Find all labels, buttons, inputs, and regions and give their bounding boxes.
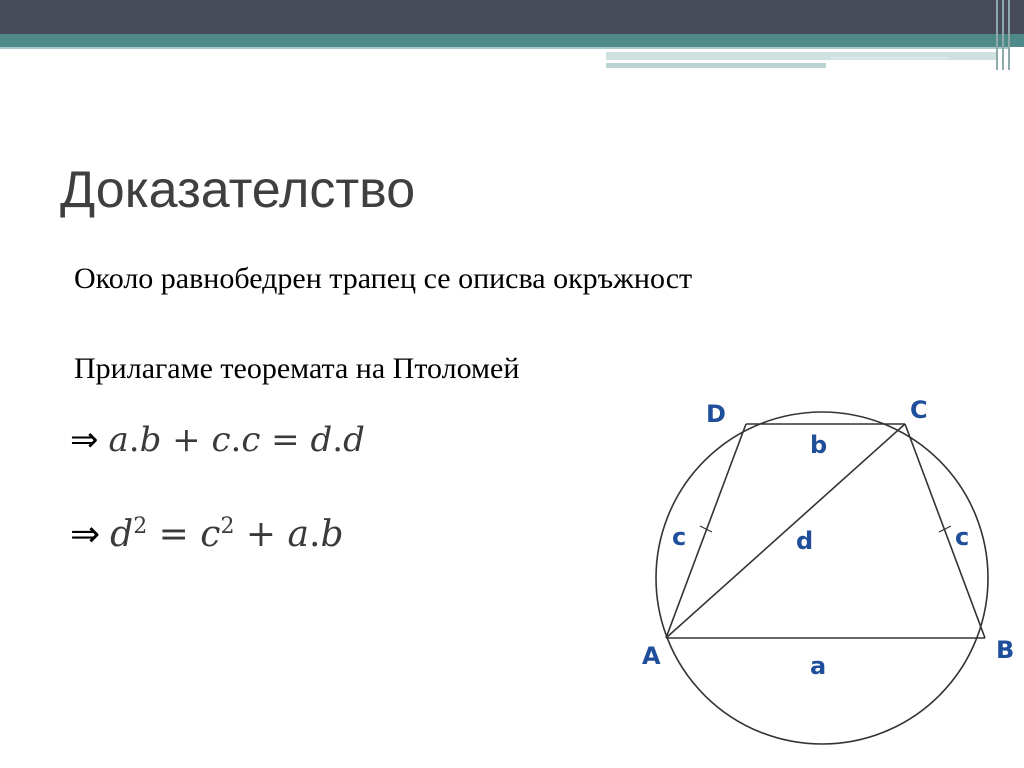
side-label-d: d <box>796 527 814 555</box>
formula-term: b <box>139 420 162 460</box>
vertex-label-b: B <box>996 636 1015 664</box>
formula-op: . <box>230 420 242 460</box>
bullet-ptolemy-theorem: Прилагаме теоремата на Птоломей <box>74 352 520 385</box>
formula-exponent: 2 <box>220 514 235 539</box>
formula-term: a <box>108 420 129 460</box>
formula-op: = <box>260 420 311 460</box>
bullet-circumscribed-circle: Около равнобедрен трапец се описва окръжност <box>74 262 693 295</box>
vertex-label-c: C <box>910 396 928 424</box>
circumscribed-circle <box>656 412 988 744</box>
formula-term: c <box>241 420 261 460</box>
vertex-label-d: D <box>706 400 726 428</box>
side-label-b: b <box>810 431 828 459</box>
side-label-c-right: c <box>955 523 970 551</box>
formula-term: b <box>320 514 344 555</box>
formula-term: d <box>110 514 134 555</box>
formula-term: d <box>310 420 333 460</box>
formula-term: c <box>211 420 231 460</box>
formula-term: c <box>200 514 221 555</box>
vertex-label-a: A <box>642 642 661 670</box>
side-c-right-line <box>905 424 985 638</box>
formula-op: + <box>234 514 288 555</box>
formula-op: = <box>147 514 201 555</box>
slide-title: Доказателство <box>60 161 416 219</box>
formula-term: d <box>343 420 365 460</box>
formula-op: . <box>332 420 344 460</box>
diagonal-d-line <box>666 424 905 638</box>
formula-term: a <box>287 514 309 555</box>
side-label-a: a <box>810 652 827 680</box>
implies-arrow: ⇒ <box>70 420 99 460</box>
formula-op: + <box>161 420 212 460</box>
formula-op: . <box>128 420 140 460</box>
formula-exponent: 2 <box>133 514 148 539</box>
formula-op: . <box>308 514 321 555</box>
side-label-c-left: c <box>672 523 687 551</box>
implies-arrow: ⇒ <box>70 514 101 555</box>
